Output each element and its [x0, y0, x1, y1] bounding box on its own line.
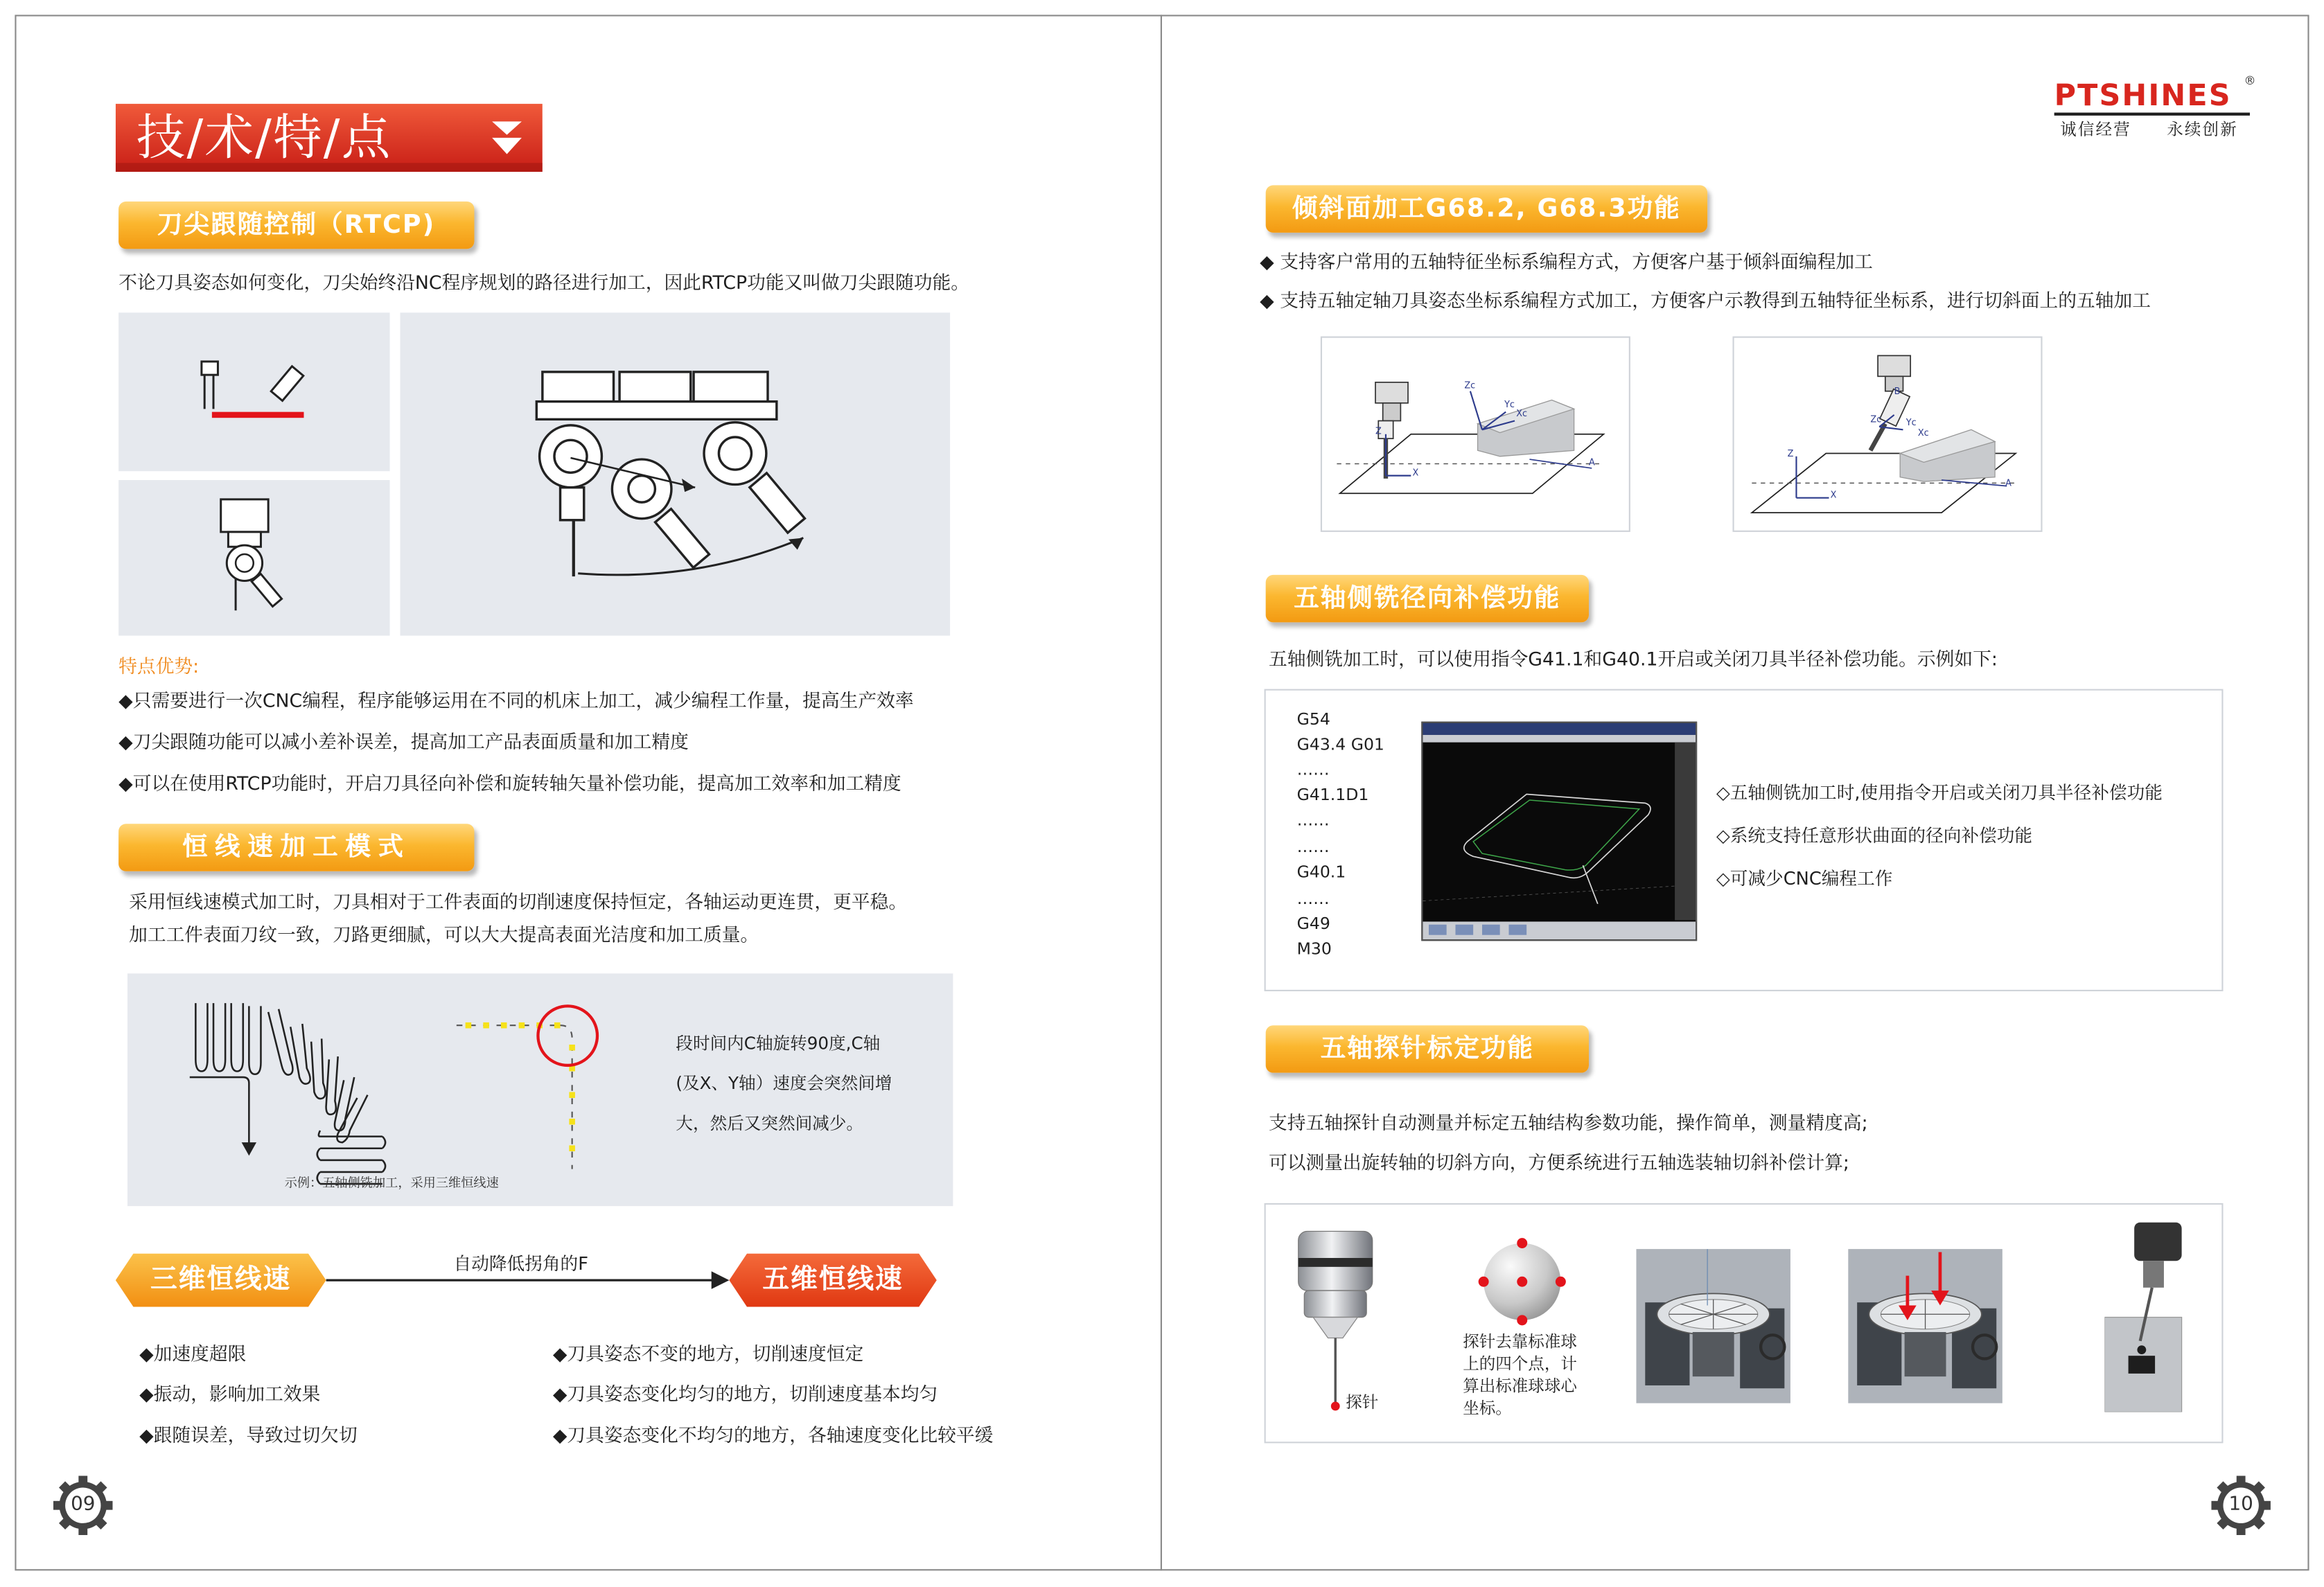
diamond-bullet-icon: ◆ — [118, 730, 133, 753]
slogan-left: 诚信经营 — [2060, 120, 2131, 140]
tilted-plane-figure-2 — [1732, 337, 2042, 532]
compare-left-item-2: ◆振动，影响加工效果 — [139, 1382, 321, 1405]
code-line: M30 — [1296, 939, 1332, 959]
axis-label-z: Z — [1375, 427, 1382, 438]
spine-divider — [1161, 15, 1162, 1570]
code-line: …… — [1296, 760, 1330, 780]
probe-illustration — [1292, 1228, 1381, 1421]
side-milling-feature-2: ◇系统支持任意形状曲面的径向补偿功能 — [1716, 825, 2033, 846]
brand-logo — [2048, 74, 2255, 142]
chevron-down-icon — [489, 118, 525, 157]
compare-left-item-3: ◆跟随误差，导致过切欠切 — [139, 1424, 358, 1446]
axis-label-xc: Xc — [1516, 409, 1528, 420]
rtcp-figure-small-bottom — [118, 480, 389, 636]
diamond-bullet-icon: ◆ — [1260, 289, 1274, 312]
tool-tip-illustration — [118, 312, 389, 471]
code-line: G49 — [1296, 914, 1330, 934]
compare-right-item-3: ◆刀具姿态变化不均匀的地方，各轴速度变化比较平缓 — [552, 1424, 994, 1446]
tilted-plane-item-1: ◆ 支持客户常用的五轴特征坐标系编程方式，方便客户基于倾斜面编程加工 — [1260, 250, 1873, 273]
compare-arrow-label: 自动降低拐角的F — [453, 1253, 588, 1275]
tilted-plane-item-2: ◆ 支持五轴定轴刀具姿态坐标系编程方式加工，方便客户示教得到五轴特征坐标系，进行切斜面上的五轴加工 — [1260, 289, 2151, 312]
registered-mark: ® — [2244, 73, 2256, 88]
constant-speed-figure — [127, 973, 953, 1206]
side-milling-feature-1: ◇五轴侧铣加工时,使用指令开启或关闭刀具半径补偿功能 — [1716, 782, 2163, 804]
diamond-bullet-icon: ◆ — [139, 1382, 154, 1405]
axis-label-xc: Xc — [1917, 428, 1929, 439]
brand-name: PTSHINES — [2054, 77, 2232, 113]
rotary-table-photo-1 — [1636, 1249, 1790, 1403]
axis-label-zc: Zc — [1870, 414, 1882, 425]
rtcp-heading: 刀尖跟随控制（RTCP) — [118, 202, 474, 249]
constant-speed-heading: 恒线速加工模式 — [118, 824, 474, 871]
hollow-diamond-bullet-icon: ◇ — [1716, 782, 1730, 804]
sphere-caption-line4: 坐标。 — [1463, 1399, 1512, 1419]
slogan-right: 永续创新 — [2167, 120, 2238, 140]
figure-note-line3: 大，然后又突然间减少。 — [676, 1112, 863, 1134]
sphere-caption-line1: 探针去靠标准球 — [1463, 1331, 1577, 1351]
compare-right-item-1: ◆刀具姿态不变的地方，切削速度恒定 — [552, 1342, 864, 1365]
diamond-bullet-icon: ◆ — [1260, 250, 1274, 273]
diamond-bullet-icon: ◆ — [552, 1342, 567, 1365]
probe-spindle-illustration — [2104, 1223, 2187, 1412]
diamond-bullet-icon: ◆ — [139, 1342, 154, 1365]
constant-speed-para-line2: 加工工件表面刀纹一致，刀路更细腻，可以大大提高表面光洁度和加工质量。 — [129, 923, 759, 946]
rtcp-machine-illustration — [400, 312, 951, 635]
rotary-table-illustration — [1636, 1249, 1790, 1403]
code-line: G54 — [1296, 709, 1330, 729]
compare-left-item-1: ◆加速度超限 — [139, 1342, 247, 1365]
rtcp-intro: 不论刀具姿态如何变化，刀尖始终沿NC程序规划的路径进行加工，因此RTCP功能又叫做刀尖跟随功能。 — [118, 271, 969, 294]
probe-heading: 五轴探针标定功能 — [1266, 1025, 1589, 1072]
advantage-item-2: ◆刀尖跟随功能可以减小差补误差，提高加工产品表面质量和加工精度 — [118, 730, 689, 753]
rotary-table-probe-illustration — [1848, 1249, 2002, 1403]
probe-line-1: 支持五轴探针自动测量并标定五轴结构参数功能，操作简单，测量精度高; — [1268, 1111, 1868, 1134]
compare-3d-badge — [116, 1254, 326, 1307]
side-milling-feature-3: ◇可减少CNC编程工作 — [1716, 868, 1893, 889]
side-milling-example-box — [1265, 689, 2224, 991]
hollow-diamond-bullet-icon: ◇ — [1716, 868, 1730, 889]
page-number-left: 09 — [53, 1475, 113, 1535]
code-line: G40.1 — [1296, 862, 1346, 882]
advantage-item-3: ◆可以在使用RTCP功能时，开启刀具径向补偿和旋转轴矢量补偿功能，提高加工效率和加工精度 — [118, 772, 901, 795]
compare-5d-badge — [729, 1254, 936, 1307]
spindle-head-illustration — [118, 480, 389, 636]
axis-label-z: Z — [1787, 449, 1794, 460]
side-milling-intro: 五轴侧铣加工时，可以使用指令G41.1和G40.1开启或关闭刀具半径补偿功能。示例如下: — [1268, 647, 1998, 670]
tilted-plane-heading: 倾斜面加工G68.2, G68.3功能 — [1266, 185, 1707, 232]
page-number-right: 10 — [2211, 1475, 2271, 1535]
hollow-diamond-bullet-icon: ◇ — [1716, 825, 1730, 846]
advantage-item-1: ◆只需要进行一次CNC编程，程序能够运用在不同的机床上加工，减少编程工作量，提高生产效率 — [118, 689, 914, 711]
figure-note-line2: (及X、Y轴）速度会突然间增 — [676, 1072, 892, 1094]
figure-note-line1: 段时间内C轴旋转90度,C轴 — [676, 1032, 881, 1054]
compare-3d-label: 三维恒线速 — [150, 1264, 292, 1295]
diamond-bullet-icon: ◆ — [552, 1424, 567, 1446]
section-banner — [116, 104, 543, 172]
diamond-bullet-icon: ◆ — [118, 689, 133, 711]
axis-label-zc: Zc — [1464, 380, 1476, 391]
compare-right-item-2: ◆刀具姿态变化均匀的地方，切削速度基本均匀 — [552, 1382, 938, 1405]
code-line: …… — [1296, 810, 1330, 830]
axis-label-x: X — [1830, 490, 1837, 501]
probe-line-2: 可以测量出旋转轴的切斜方向，方便系统进行五轴选装轴切斜补偿计算; — [1268, 1151, 1849, 1174]
axis-label-yc: Yc — [1504, 400, 1515, 411]
axis-label-b: B — [1894, 387, 1901, 398]
sphere-caption-line2: 上的四个点，计 — [1463, 1354, 1577, 1374]
right-arrow-icon — [326, 1270, 730, 1291]
code-line: …… — [1296, 889, 1330, 909]
probe-figure-box — [1265, 1203, 2224, 1444]
standard-sphere-illustration — [1474, 1234, 1569, 1329]
rtcp-figure-small-top — [118, 312, 389, 471]
code-line: …… — [1296, 837, 1330, 857]
rotary-table-photo-2 — [1848, 1249, 2002, 1403]
compare-5d-label: 五维恒线速 — [762, 1264, 904, 1295]
code-line: G41.1D1 — [1296, 785, 1369, 805]
diamond-bullet-icon: ◆ — [118, 772, 133, 795]
axis-label-a: A — [1589, 457, 1595, 468]
coordinate-plane-illustration — [1322, 338, 1629, 531]
constant-speed-para-line1: 采用恒线速模式加工时，刀具相对于工件表面的切削速度保持恒定，各轴运动更连贯，更平稳。 — [129, 890, 908, 913]
advantages-label: 特点优势: — [118, 655, 200, 677]
sphere-caption-line3: 算出标准球球心 — [1463, 1376, 1577, 1396]
rtcp-figure-large — [400, 312, 951, 635]
brand-underline — [2054, 113, 2250, 116]
diamond-bullet-icon: ◆ — [552, 1382, 567, 1405]
banner-title: 技/术/特/点 — [136, 108, 392, 166]
figure-caption: 示例：五轴侧铣加工，采用三维恒线速 — [284, 1176, 499, 1191]
probe-mounted-photo — [2104, 1223, 2187, 1412]
code-line: G43.4 G01 — [1296, 734, 1384, 754]
diamond-bullet-icon: ◆ — [139, 1424, 154, 1446]
cnc-screen-screenshot — [1421, 722, 1697, 941]
side-milling-heading: 五轴侧铣径向补偿功能 — [1266, 575, 1589, 622]
probe-label: 探针 — [1346, 1392, 1379, 1412]
axis-label-yc: Yc — [1905, 418, 1917, 429]
axis-label-x: X — [1412, 468, 1419, 479]
tilted-plane-figure-1 — [1321, 337, 1630, 532]
axis-label-a: A — [2005, 478, 2012, 489]
coordinate-plane-illustration — [1734, 338, 2041, 531]
toolpath-screen-illustration — [1423, 723, 1696, 939]
